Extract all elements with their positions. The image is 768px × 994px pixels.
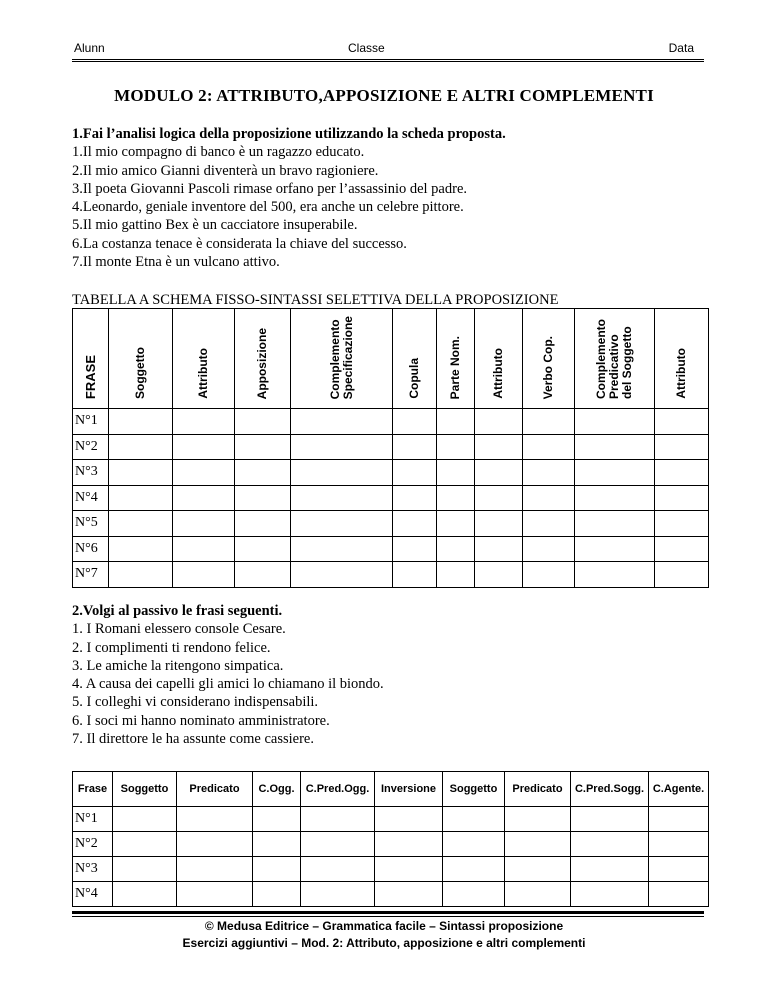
- exercise-1: [72, 125, 712, 271]
- column-header: [109, 309, 173, 409]
- answer-cell[interactable]: [655, 460, 709, 486]
- header-alunn: Alunn: [74, 41, 105, 55]
- answer-cell[interactable]: [523, 485, 575, 511]
- exercise-2-sentence: 4. A causa dei capelli gli amici lo chiamano il biondo.: [72, 676, 384, 693]
- header-divider: [72, 59, 704, 62]
- answer-cell[interactable]: [291, 485, 393, 511]
- answer-cell[interactable]: [253, 832, 301, 857]
- answer-cell[interactable]: [253, 882, 301, 907]
- answer-cell[interactable]: [649, 832, 709, 857]
- column-header-text: Complemento: [327, 318, 342, 399]
- exercise-2-sentence: 2. I complimenti ti rendono felice.: [72, 639, 271, 656]
- column-header: Frase: [73, 772, 113, 807]
- answer-cell[interactable]: [253, 807, 301, 832]
- answer-cell[interactable]: [523, 562, 575, 588]
- row-label: N°2: [73, 832, 113, 857]
- answer-cell[interactable]: [235, 511, 291, 537]
- column-header-label: [134, 343, 147, 403]
- answer-cell[interactable]: [291, 434, 393, 460]
- answer-cell[interactable]: [523, 434, 575, 460]
- exercise-2: [72, 602, 712, 748]
- answer-cell[interactable]: [113, 857, 177, 882]
- answer-cell[interactable]: [443, 807, 505, 832]
- exercise-2-sentence: 7. Il direttore le ha assunte come cassiere.: [72, 731, 314, 748]
- answer-cell[interactable]: [475, 562, 523, 588]
- column-header-text: Attributo: [491, 348, 505, 399]
- column-header: [291, 309, 393, 409]
- column-header-text: Soggetto: [133, 347, 147, 399]
- answer-cell[interactable]: [475, 536, 523, 562]
- row-label: N°6: [73, 536, 109, 562]
- answer-cell[interactable]: [235, 485, 291, 511]
- column-header: [173, 309, 235, 409]
- answer-cell[interactable]: [655, 511, 709, 537]
- answer-cell[interactable]: [649, 882, 709, 907]
- column-header: [655, 309, 709, 409]
- answer-cell[interactable]: [113, 832, 177, 857]
- exercise-1-sentence: 1.Il mio compagno di banco è un ragazzo educato.: [72, 144, 365, 161]
- answer-cell[interactable]: [575, 460, 655, 486]
- column-header-text: del Soggetto: [620, 326, 634, 399]
- row-label: N°7: [73, 562, 109, 588]
- answer-cell[interactable]: [575, 434, 655, 460]
- answer-cell[interactable]: [235, 562, 291, 588]
- answer-cell[interactable]: [393, 536, 437, 562]
- answer-cell[interactable]: [109, 434, 173, 460]
- answer-cell[interactable]: [437, 562, 475, 588]
- answer-cell[interactable]: [523, 511, 575, 537]
- answer-cell[interactable]: [475, 434, 523, 460]
- answer-cell[interactable]: [291, 536, 393, 562]
- column-header-text: Apposizione: [255, 327, 269, 399]
- table-row: [73, 536, 709, 562]
- table-row: [73, 485, 709, 511]
- footer-line-2: Esercizi aggiuntivi – Mod. 2: Attributo, apposizione e altri complementi: [182, 936, 586, 950]
- column-header-text: Copula: [407, 358, 421, 399]
- answer-cell[interactable]: [177, 882, 253, 907]
- answer-cell[interactable]: [575, 562, 655, 588]
- answer-cell[interactable]: [393, 460, 437, 486]
- answer-cell[interactable]: [475, 511, 523, 537]
- column-header-text: Specificazione: [340, 315, 355, 399]
- answer-cell[interactable]: [571, 857, 649, 882]
- answer-cell[interactable]: [649, 857, 709, 882]
- row-label: N°4: [73, 485, 109, 511]
- column-header-label: [408, 354, 421, 403]
- answer-cell[interactable]: [109, 511, 173, 537]
- header-data: Data: [668, 41, 694, 55]
- answer-cell[interactable]: [437, 485, 475, 511]
- exercise-2-sentence: 5. I colleghi vi considerano indispensabili.: [72, 694, 319, 711]
- answer-cell[interactable]: [253, 857, 301, 882]
- exercise-1-sentence: 4.Leonardo, geniale inventore del 500, era anche un celebre pittore.: [72, 199, 464, 216]
- column-header-label: [84, 351, 97, 403]
- column-header: Predicato: [505, 772, 571, 807]
- answer-cell[interactable]: [235, 409, 291, 435]
- table-row: [73, 562, 709, 588]
- exercise-2-sentence: 1. I Romani elessero console Cesare.: [72, 621, 286, 638]
- answer-cell[interactable]: [235, 434, 291, 460]
- answer-cell[interactable]: [523, 460, 575, 486]
- answer-cell[interactable]: [505, 882, 571, 907]
- row-label: N°1: [73, 409, 109, 435]
- column-header: C.Agente.: [649, 772, 709, 807]
- page-footer: [0, 918, 768, 952]
- footer-line-1: © Medusa Editrice – Grammatica facile – Sintassi proposizione: [204, 919, 564, 933]
- column-header: C.Pred.Ogg.: [301, 772, 375, 807]
- exercise-1-sentence: 5.Il mio gattino Bex è un cacciatore insuperabile.: [72, 217, 358, 234]
- table-header-row: [73, 309, 709, 409]
- answer-cell[interactable]: [173, 536, 235, 562]
- answer-cell[interactable]: [575, 536, 655, 562]
- column-header-text: Attributo: [196, 348, 210, 399]
- answer-cell[interactable]: [523, 409, 575, 435]
- answer-cell[interactable]: [437, 409, 475, 435]
- answer-cell[interactable]: [655, 562, 709, 588]
- exercise-1-sentence: 3.Il poeta Giovanni Pascoli rimase orfano per l’assassinio del padre.: [72, 180, 468, 197]
- column-header: C.Pred.Sogg.: [571, 772, 649, 807]
- column-header: C.Ogg.: [253, 772, 301, 807]
- column-header-label: [492, 344, 505, 403]
- answer-cell[interactable]: [571, 882, 649, 907]
- answer-cell[interactable]: [475, 409, 523, 435]
- answer-cell[interactable]: [301, 832, 375, 857]
- column-header: Inversione: [375, 772, 443, 807]
- answer-cell[interactable]: [393, 485, 437, 511]
- answer-cell[interactable]: [475, 460, 523, 486]
- answer-cell[interactable]: [505, 857, 571, 882]
- column-header-label: [449, 332, 462, 403]
- answer-cell[interactable]: [109, 460, 173, 486]
- answer-cell[interactable]: [437, 460, 475, 486]
- column-header: [73, 309, 109, 409]
- answer-cell[interactable]: [301, 807, 375, 832]
- answer-cell[interactable]: [375, 807, 443, 832]
- answer-cell[interactable]: [173, 511, 235, 537]
- column-header: [523, 309, 575, 409]
- column-header-text: Verbo Cop.: [541, 335, 555, 399]
- column-header-label: [675, 344, 688, 403]
- column-header: [475, 309, 523, 409]
- answer-cell[interactable]: [655, 434, 709, 460]
- answer-cell[interactable]: [437, 434, 475, 460]
- column-header-text: Complemento: [594, 318, 608, 399]
- column-header: [235, 309, 291, 409]
- column-header-text: Parte Nom.: [448, 335, 462, 399]
- row-label: N°1: [73, 807, 113, 832]
- exercise-2-sentence: 6. I soci mi hanno nominato amministratore.: [72, 712, 330, 729]
- column-header: [393, 309, 437, 409]
- column-header: Predicato: [177, 772, 253, 807]
- column-header: [575, 309, 655, 409]
- footer-divider: [72, 911, 704, 915]
- answer-cell[interactable]: [649, 807, 709, 832]
- exercise-1-sentence: 2.Il mio amico Gianni diventerà un bravo ragioniere.: [72, 162, 379, 179]
- column-header: Soggetto: [113, 772, 177, 807]
- answer-cell[interactable]: [437, 511, 475, 537]
- table-row: [73, 409, 709, 435]
- answer-cell[interactable]: [575, 485, 655, 511]
- answer-cell[interactable]: [375, 882, 443, 907]
- answer-cell[interactable]: [291, 562, 393, 588]
- table-row: [73, 511, 709, 537]
- answer-cell[interactable]: [177, 832, 253, 857]
- answer-cell[interactable]: [505, 832, 571, 857]
- exercise-1-sentence: 6.La costanza tenace è considerata la chiave del successo.: [72, 235, 407, 252]
- row-label: N°3: [73, 460, 109, 486]
- answer-cell[interactable]: [375, 857, 443, 882]
- answer-cell[interactable]: [113, 882, 177, 907]
- exercise-2-instruction: 2.Volgi al passivo le frasi seguenti.: [72, 603, 283, 619]
- row-label: N°3: [73, 857, 113, 882]
- header-classe: Classe: [348, 41, 385, 55]
- table-row: [73, 832, 709, 857]
- answer-cell[interactable]: [173, 434, 235, 460]
- page-title: MODULO 2: ATTRIBUTO,APPOSIZIONE E ALTRI COMPLEMENTI: [114, 86, 654, 105]
- answer-cell[interactable]: [523, 536, 575, 562]
- answer-cell[interactable]: [393, 562, 437, 588]
- answer-cell[interactable]: [655, 536, 709, 562]
- answer-cell[interactable]: [393, 434, 437, 460]
- column-header: [437, 309, 475, 409]
- table-row: [73, 807, 709, 832]
- answer-cell[interactable]: [109, 485, 173, 511]
- answer-cell[interactable]: [113, 807, 177, 832]
- answer-cell[interactable]: [571, 832, 649, 857]
- row-label: N°2: [73, 434, 109, 460]
- answer-cell[interactable]: [109, 409, 173, 435]
- answer-cell[interactable]: [173, 409, 235, 435]
- exercise-2-sentence: 3. Le amiche la ritengono simpatica.: [72, 657, 284, 674]
- answer-cell[interactable]: [393, 511, 437, 537]
- table-header-row: [73, 772, 709, 807]
- answer-cell[interactable]: [173, 562, 235, 588]
- answer-cell[interactable]: [177, 807, 253, 832]
- answer-cell[interactable]: [655, 485, 709, 511]
- answer-cell[interactable]: [575, 511, 655, 537]
- answer-cell[interactable]: [109, 562, 173, 588]
- row-label: N°5: [73, 511, 109, 537]
- answer-cell[interactable]: [177, 857, 253, 882]
- answer-cell[interactable]: [235, 536, 291, 562]
- answer-cell[interactable]: [173, 460, 235, 486]
- column-header-label: [595, 315, 634, 403]
- table-row: [73, 857, 709, 882]
- answer-cell[interactable]: [575, 409, 655, 435]
- answer-cell[interactable]: [109, 536, 173, 562]
- row-label: N°4: [73, 882, 113, 907]
- footer-divider: [72, 916, 704, 917]
- answer-cell[interactable]: [505, 807, 571, 832]
- exercise-1-instruction: 1.Fai l’analisi logica della proposizione utilizzando la scheda proposta.: [72, 126, 506, 142]
- column-header-label: [197, 344, 210, 403]
- column-header-label: [256, 324, 269, 403]
- column-header-label: [542, 332, 555, 403]
- column-header-label: [329, 312, 355, 403]
- answer-cell[interactable]: [291, 409, 393, 435]
- answer-cell[interactable]: [437, 536, 475, 562]
- table-row: [73, 460, 709, 486]
- answer-cell[interactable]: [443, 832, 505, 857]
- table-1-caption: TABELLA A SCHEMA FISSO-SINTASSI SELETTIVA DELLA PROPOSIZIONE: [72, 292, 559, 308]
- answer-cell[interactable]: [571, 807, 649, 832]
- exercise-1-sentence: 7.Il monte Etna è un vulcano attivo.: [72, 254, 280, 271]
- answer-cell[interactable]: [235, 460, 291, 486]
- page-header: [72, 38, 702, 60]
- column-header-text: Attributo: [674, 348, 688, 399]
- answer-cell[interactable]: [375, 832, 443, 857]
- column-header-text: Predicativo: [607, 334, 621, 399]
- answer-cell[interactable]: [173, 485, 235, 511]
- passive-table: [72, 771, 709, 907]
- answer-cell[interactable]: [475, 485, 523, 511]
- answer-cell[interactable]: [655, 409, 709, 435]
- answer-cell[interactable]: [291, 460, 393, 486]
- answer-cell[interactable]: [443, 882, 505, 907]
- answer-cell[interactable]: [301, 882, 375, 907]
- answer-cell[interactable]: [291, 511, 393, 537]
- table-row: [73, 434, 709, 460]
- analysis-table: [72, 308, 709, 588]
- column-header: Soggetto: [443, 772, 505, 807]
- answer-cell[interactable]: [393, 409, 437, 435]
- column-header-text: FRASE: [83, 354, 98, 399]
- answer-cell[interactable]: [443, 857, 505, 882]
- table-row: [73, 882, 709, 907]
- answer-cell[interactable]: [301, 857, 375, 882]
